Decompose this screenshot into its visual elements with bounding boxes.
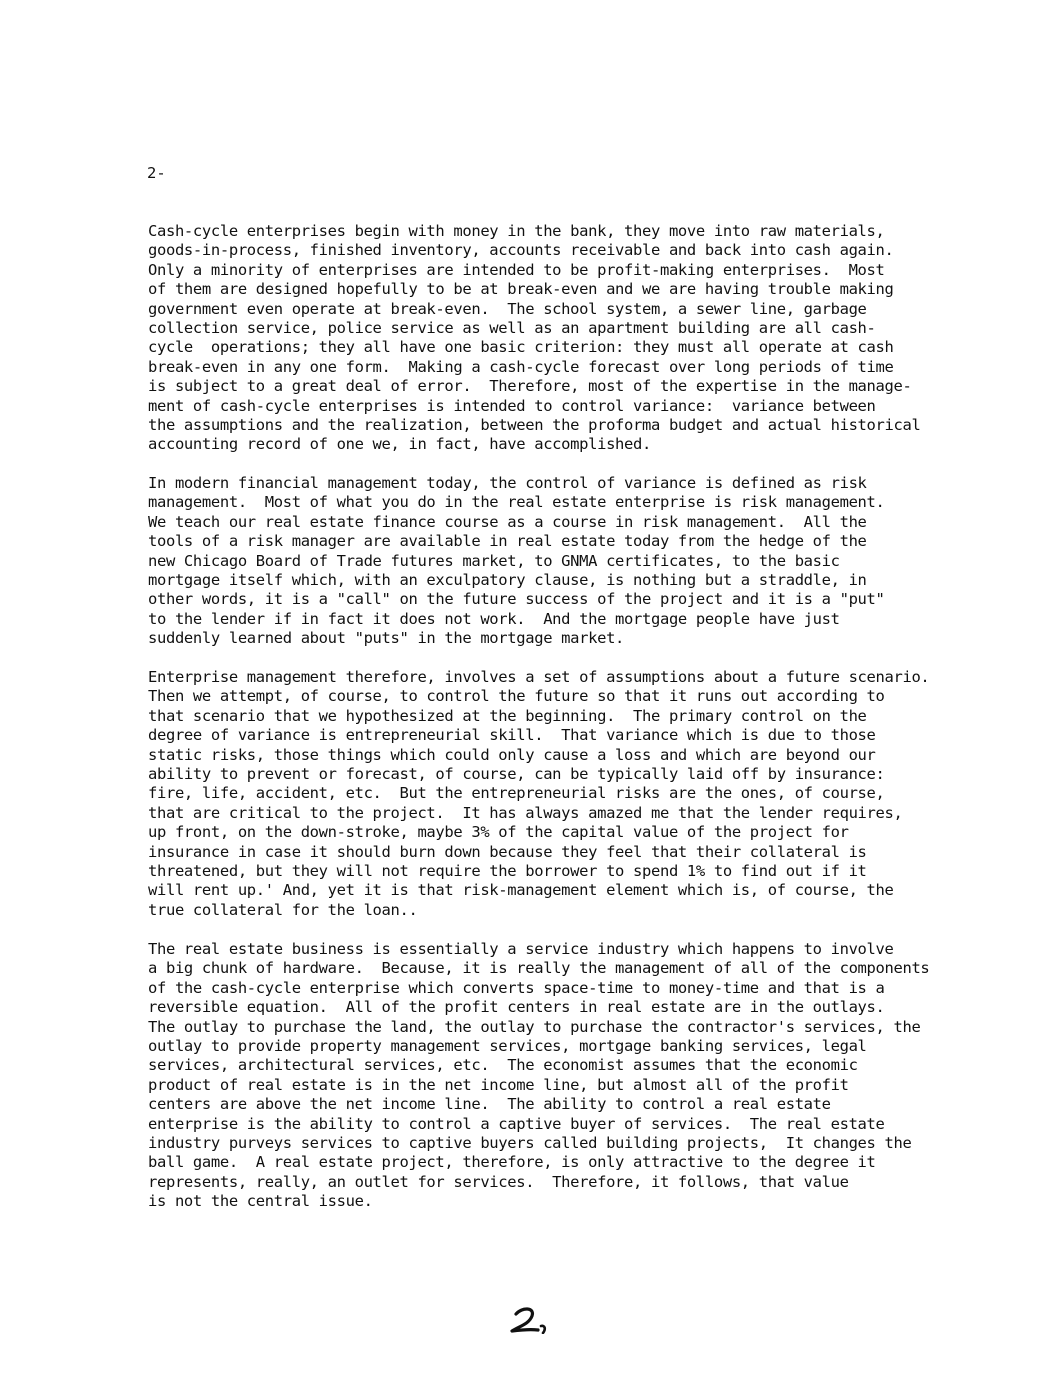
text-line: the assumptions and the realization, between the proforma budget and actual historical [148,416,921,435]
text-line: other words, it is a "call" on the future success of the project and it is a "put" [148,590,885,609]
page-number: 2- [147,164,166,182]
text-line: that scenario that we hypothesized at the beginning. The primary control on the [148,706,867,725]
paragraph-service-industry [148,940,929,1212]
text-line: that are critical to the project. It has always amazed me that the lender requires, [148,803,903,822]
text-line: new Chicago Board of Trade futures market, to GNMA certificates, to the basic [148,551,840,570]
text-line: true collateral for the loan.. [148,900,418,919]
text-line: Only a minority of enterprises are intended to be profit-making enterprises. Most [148,260,885,279]
text-line: suddenly learned about "puts" in the mortgage market. [148,629,625,648]
text-line: a big chunk of hardware. Because, it is really the management of all of the components [148,959,930,978]
text-line: tools of a risk manager are available in real estate today from the hedge of the [148,532,867,551]
text-line: to the lender if in fact it does not work. And the mortgage people have just [148,609,840,628]
paragraph-cash-cycle [148,222,920,455]
text-line: ability to prevent or forecast, of course, can be typically laid off by insurance: [148,765,885,784]
text-line: In modern financial management today, the control of variance is defined as risk [148,474,867,492]
text-line: product of real estate is in the net income line, but almost all of the profit [148,1075,849,1094]
handwritten-page-number [508,1306,552,1334]
text-line: is subject to a great deal of error. Therefore, most of the expertise in the manage- [148,377,912,396]
text-line: insurance in case it should burn down because they feel that their collateral is [148,842,867,861]
text-line: Cash-cycle enterprises begin with money in the bank, they move into raw materials, [148,222,885,240]
text-line: cycle operations; they all have one basic criterion: they must all operate at cash [148,338,894,357]
text-line: industry purveys services to captive buyers called building projects, It changes the [148,1134,912,1153]
text-line: threatened, but they will not require the borrower to spend 1% to find out if it [148,862,867,881]
text-line: will rent up.' And, yet it is that risk-management element which is, of course, the [148,881,894,900]
text-line: static risks, those things which could only cause a loss and which are beyond our [148,745,876,764]
text-line: is not the central issue. [148,1192,373,1211]
text-line: Then we attempt, of course, to control the future so that it runs out according to [148,687,885,706]
text-line: fire, life, accident, etc. But the entrepreneurial risks are the ones, of course, [148,784,885,803]
text-line: enterprise is the ability to control a captive buyer of services. The real estate [148,1114,885,1133]
text-line: government even operate at break-even. The school system, a sewer line, garbage [148,299,867,318]
text-line: degree of variance is entrepreneurial skill. That variance which is due to those [148,726,876,745]
text-line: mortgage itself which, with an exculpatory clause, is nothing but a straddle, in [148,571,867,590]
text-line: centers are above the net income line. The ability to control a real estate [148,1095,831,1114]
text-line: outlay to provide property management services, mortgage banking services, legal [148,1037,867,1056]
text-line: goods-in-process, finished inventory, accounts receivable and back into cash again. [148,241,894,260]
text-line: reversible equation. All of the profit centers in real estate are in the outlays. [148,998,885,1017]
text-line: services, architectural services, etc. The economist assumes that the economic [148,1056,858,1075]
text-line: The real estate business is essentially a service industry which happens to involve [148,940,894,958]
text-line: of the cash-cycle enterprise which converts space-time to money-time and that is a [148,978,885,997]
text-line: accounting record of one we, in fact, have accomplished. [148,435,651,454]
paragraph-risk-management [148,474,885,649]
text-line: break-even in any one form. Making a cash-cycle forecast over long periods of time [148,357,894,376]
text-line: represents, really, an outlet for services. Therefore, it follows, that value [148,1172,849,1191]
text-line: collection service, police service as well as an apartment building are all cash- [148,319,876,338]
text-line: Enterprise management therefore, involves a set of assumptions about a future scenario. [148,668,930,686]
text-line: ment of cash-cycle enterprises is intended to control variance: variance between [148,396,876,415]
text-line: of them are designed hopefully to be at break-even and we are having trouble making [148,280,894,299]
text-line: up front, on the down-stroke, maybe 3% of the capital value of the project for [148,823,849,842]
paragraph-enterprise-management [148,668,929,920]
text-line: The outlay to purchase the land, the outlay to purchase the contractor's services, the [148,1017,921,1036]
text-line: ball game. A real estate project, therefore, is only attractive to the degree it [148,1153,876,1172]
text-line: We teach our real estate finance course as a course in risk management. All the [148,512,867,531]
text-line: management. Most of what you do in the real estate enterprise is risk management. [148,493,885,512]
